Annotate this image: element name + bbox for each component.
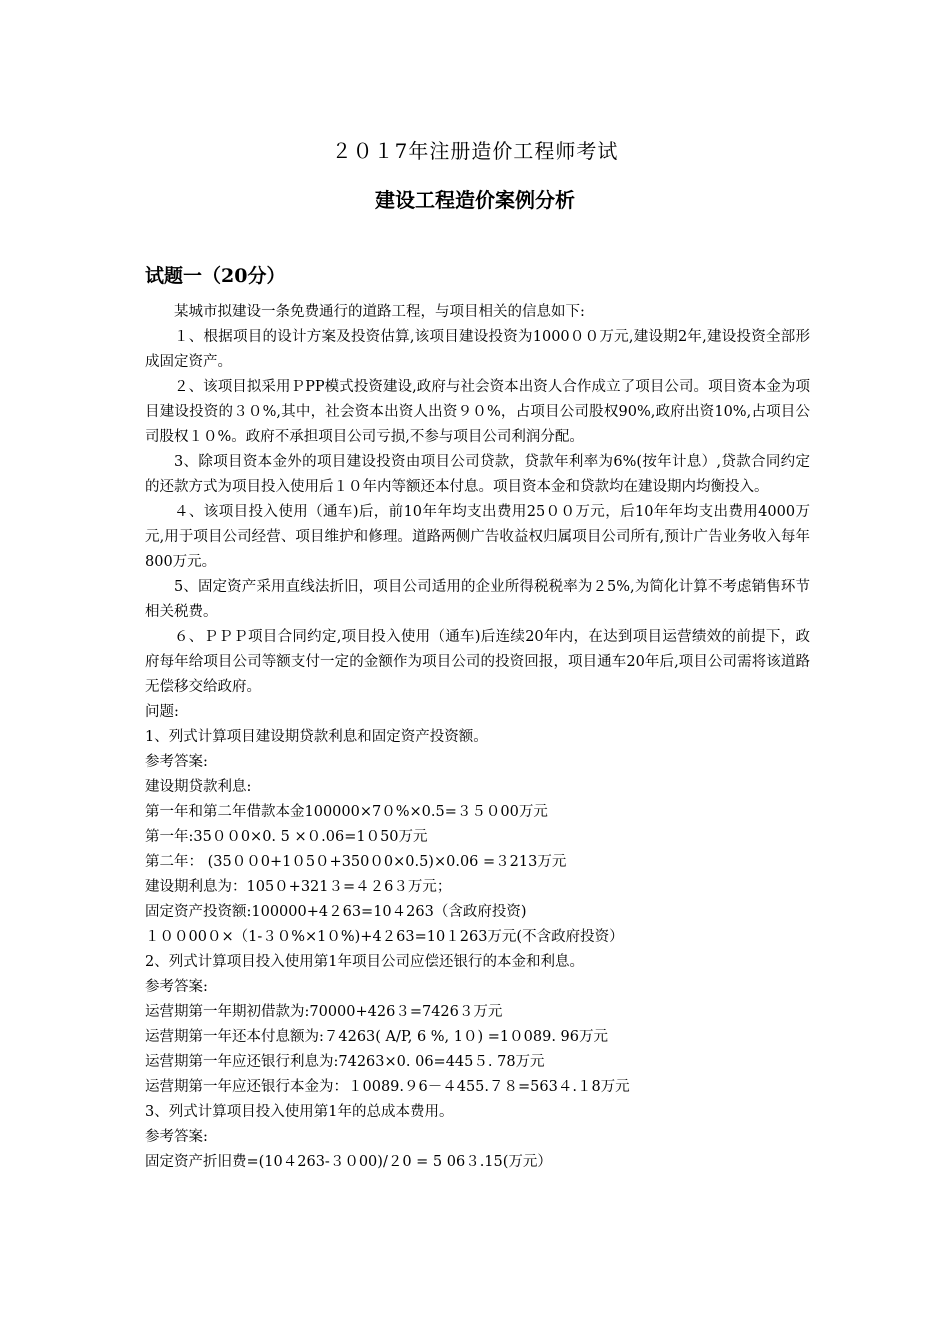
answer-line: 第一年:35００0×0. 5 ×０.06=1０50万元: [145, 829, 428, 845]
question-3: 3、列式计算项目投入使用第1年的总成本费用。: [145, 1104, 454, 1120]
subject-title: 建设工程造价案例分析: [375, 188, 575, 212]
info-item-6: ６、ＰＰＰ项目合同约定,项目投入使用（通车)后连续20年内，在达到项目运营绩效的前提下，政府每年给项目公司等额支付一定的金额作为项目公司的投资回报，项目通车20年后,项目公司需将该道路无偿移交给政府。: [145, 629, 810, 695]
answer-line: 第二年： (35００0+1０5０+350０0×0.5)×0.06 =３213万元: [145, 854, 567, 870]
intro-paragraph: 某城市拟建设一条免费通行的道路工程，与项目相关的信息如下:: [174, 304, 585, 320]
answer-line: 运营期第一年应还银行利息为:74263×0. 06=445５. 78万元: [145, 1054, 545, 1070]
answer-line: 建设期贷款利息:: [145, 779, 252, 795]
question-2: 2、列式计算项目投入使用第1年项目公司应偿还银行的本金和利息。: [145, 954, 584, 970]
info-item-3: 3、除项目资本金外的项目建设投资由项目公司贷款，贷款年利率为6%(按年计息）,贷款合同约定的还款方式为项目投入使用后１０年内等额还本付息。项目资本金和贷款均在建设期内均衡投入。: [145, 454, 810, 495]
answer-line: 运营期第一年应还银行本金为：１0089.９6－４455.７８=563４.１8万元: [145, 1079, 630, 1095]
document-body: [145, 300, 810, 1175]
section-heading: 试题一（20分）: [145, 265, 286, 287]
info-item-1: １、根据项目的设计方案及投资估算,该项目建设投资为1000００万元,建设期2年,建设投资全部形成固定资产。: [145, 329, 810, 370]
answer-label: 参考答案:: [145, 1129, 208, 1145]
answer-label: 参考答案:: [145, 754, 208, 770]
info-item-2: ２、该项目拟采用ＰPP模式投资建设,政府与社会资本出资人合作成立了项目公司。项目资本金为项目建设投资的３０%,其中，社会资本出资人出资９０%，占项目公司股权90%,政府出资10%,占项目公司股权１０%。政府不承担项目公司亏损,不参与项目公司利润分配。: [145, 379, 810, 445]
exam-title: ２０１7年注册造价工程师考试: [331, 139, 619, 163]
answer-line: 固定资产折旧费=(10４263-３０00)/２0 = 5 06３.15(万元）: [145, 1154, 552, 1170]
question-1: 1、列式计算项目建设期贷款利息和固定资产投资额。: [145, 729, 488, 745]
questions-label: 问题:: [145, 704, 179, 720]
answer-line: 建设期利息为：105０+321３=４２6３万元；: [145, 879, 452, 895]
answer-line: 第一年和第二年借款本金100000×7０%×0.5=３５０00万元: [145, 804, 548, 820]
answer-line: 固定资产投资额:100000+4２63=10４263（含政府投资): [145, 904, 527, 920]
answer-line: １００00０×（1-３０%×1０%)+4２63=10１263万元(不含政府投资）: [145, 929, 624, 945]
answer-line: 运营期第一年期初借款为:70000+426３=7426３万元: [145, 1004, 503, 1020]
answer-label: 参考答案:: [145, 979, 208, 995]
answer-line: 运营期第一年还本付息额为:７4263( A/P, 6 %, 1０) =1０089. 96万元: [145, 1029, 608, 1045]
info-item-4: ４、该项目投入使用（通车)后，前10年年均支出费用25００万元，后10年年均支出费用4000万元,用于项目公司经营、项目维护和修理。道路两侧广告收益权归属项目公司所有,预计广告业务收入每年800万元。: [145, 504, 810, 570]
info-item-5: 5、固定资产采用直线法折旧，项目公司适用的企业所得税税率为２5%,为简化计算不考虑销售环节相关税费。: [145, 579, 810, 620]
